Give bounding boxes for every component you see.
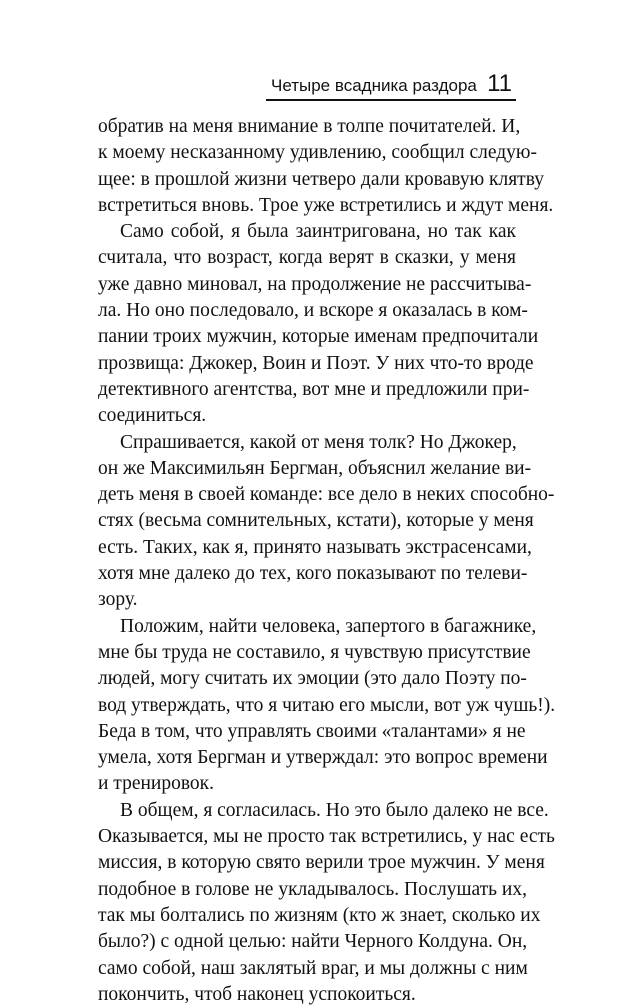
text-line: он же Максимильян Бергман, объяснил желание ви-	[98, 457, 532, 479]
text-line: подобное в голове не укладывалось. Послушать их,	[98, 878, 527, 900]
paragraph-first-line: Само собой, я была заинтригована, но так как	[120, 221, 516, 243]
text-line: встретиться вновь. Трое уже встретились и ждут меня.	[98, 194, 554, 216]
body-text	[98, 114, 556, 1008]
running-title: Четыре всадника раздора	[271, 76, 477, 95]
paragraph-first-line: Спрашивается, какой от меня толк? Но Джокер,	[120, 431, 517, 453]
text-line: стях (весьма сомнительных, кстати), которые у меня	[98, 510, 534, 532]
text-line: ла. Но оно последовало, и вскоре я оказалась в ком-	[98, 300, 528, 322]
text-line: к моему несказанному удивлению, сообщил следую-	[98, 142, 537, 164]
text-line: уже давно миновал, на продолжение не рассчитыва-	[98, 273, 532, 295]
text-line: зору.	[98, 589, 138, 611]
text-line: деть меня в своей команде: все дело в неких способно-	[98, 484, 555, 506]
text-line: щее: в прошлой жизни четверо дали кровавую клятву	[98, 168, 544, 190]
paragraph-first-line: Положим, найти человека, запертого в багажнике,	[120, 615, 537, 637]
text-line: само собой, наш заклятый враг, и мы должны с ним	[98, 957, 528, 979]
text-line: Оказывается, мы не просто так встретились, у нас есть	[98, 826, 555, 848]
page-number: 11	[487, 70, 512, 97]
text-line: есть. Таких, как я, принято называть экстрасенсами,	[98, 536, 532, 558]
text-line: так мы болтались по жизням (кто ж знает, сколько их	[98, 904, 541, 926]
text-line: обратив на меня внимание в толпе почитателей. И,	[98, 116, 521, 137]
text-line: умела, хотя Бергман и утверждал: это вопрос времени	[98, 747, 548, 769]
header-rule	[266, 99, 516, 101]
text-line: детективного агентства, вот мне и предложили при-	[98, 378, 530, 400]
text-line: покончить, чтоб наконец успокоиться.	[98, 983, 416, 1005]
text-line: мне бы труда не составило, я чувствую присутствие	[98, 641, 531, 663]
text-line: считала, что возраст, когда верят в сказки, у меня	[98, 247, 516, 269]
text-line: миссия, в которую свято верили трое мужчин. У меня	[98, 852, 545, 874]
text-line: и тренировок.	[98, 773, 215, 795]
text-line: было?) с одной целью: найти Черного Колдуна. Он,	[98, 931, 528, 953]
text-line: пании троих мужчин, которые именам предпочитали	[98, 326, 539, 348]
text-line: Беда в том, что управлять своими «талантами» я не	[98, 720, 526, 742]
text-line: вод утверждать, что я читаю его мысли, вот уж чушь!).	[98, 694, 556, 716]
text-line: прозвища: Джокер, Воин и Поэт. У них что-то вроде	[98, 352, 534, 374]
text-line: соединиться.	[98, 405, 207, 427]
text-line: людей, могу считать их эмоции (это дало Поэту по-	[98, 668, 527, 690]
paragraph-first-line: В общем, я согласилась. Но это было далеко не все.	[120, 799, 549, 821]
text-line: хотя мне далеко до тех, кого показывают по телеви-	[98, 563, 528, 585]
running-head	[266, 58, 516, 100]
